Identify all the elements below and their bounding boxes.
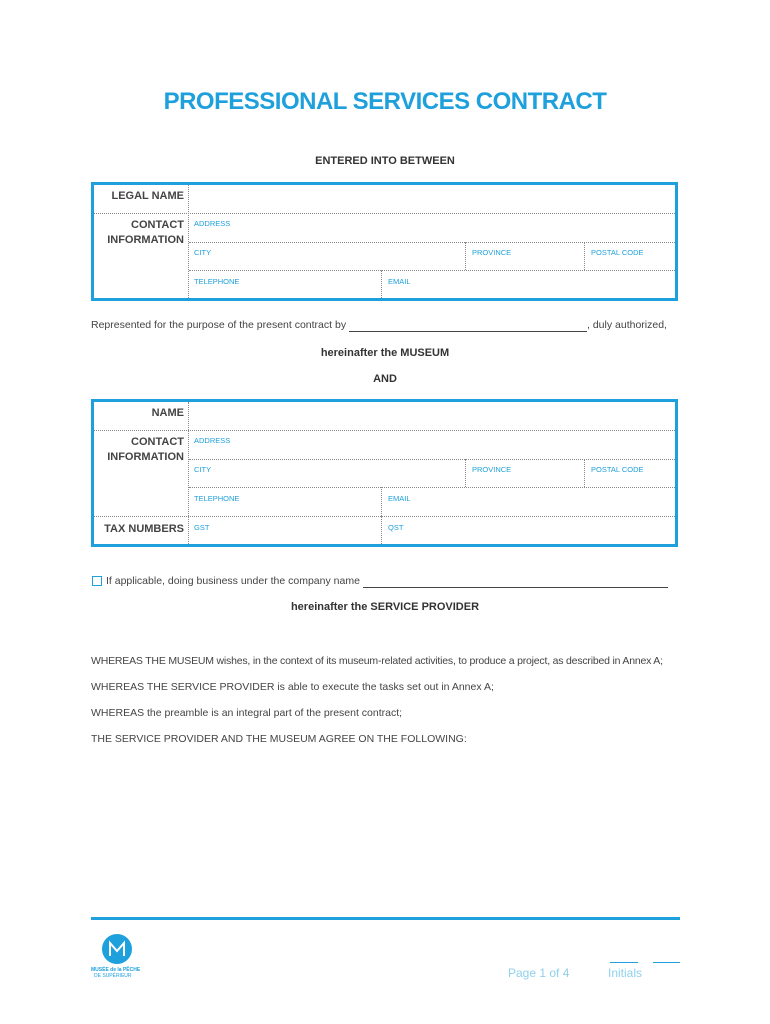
entered-into-heading: ENTERED INTO BETWEEN: [315, 155, 455, 167]
museum-m-logo-icon: [102, 934, 132, 964]
provider-info-box: [91, 399, 678, 547]
initials-label: Initials: [608, 966, 643, 980]
name-label: NAME: [151, 407, 184, 419]
qst-field[interactable]: QST: [388, 523, 404, 532]
whereas-paragraph-1: WHEREAS THE MUSEUM wishes, in the context of its museum-related activities, to produce a project, as described in Annex A;: [91, 655, 663, 667]
footer-divider: [91, 917, 680, 920]
city-field[interactable]: CITY: [194, 248, 212, 257]
province-field[interactable]: PROVINCE: [472, 248, 512, 257]
agreement-statement: THE SERVICE PROVIDER AND THE MUSEUM AGREE ON THE FOLLOWING:: [91, 733, 467, 745]
address-field[interactable]: ADDRESS: [194, 219, 231, 228]
postal-code-field[interactable]: POSTAL CODE: [591, 465, 644, 474]
representative-name-input[interactable]: [349, 319, 587, 332]
tax-numbers-label: TAX NUMBERS: [104, 523, 184, 535]
address-field[interactable]: ADDRESS: [194, 436, 231, 445]
initials-line-1[interactable]: [610, 962, 638, 963]
name-field[interactable]: [189, 402, 675, 430]
legal-name-label: LEGAL NAME: [111, 190, 184, 202]
email-field[interactable]: EMAIL: [388, 277, 411, 286]
logo-text-line2: DE SUPÉRIEUR: [94, 973, 132, 979]
hereinafter-museum: hereinafter the MUSEUM: [320, 347, 450, 359]
gst-field[interactable]: GST: [194, 523, 210, 532]
page-number: Page 1 of 4: [508, 966, 570, 980]
initials-line-2[interactable]: [653, 962, 680, 963]
contact-label: CONTACT INFORMATION: [107, 219, 184, 246]
telephone-field[interactable]: TELEPHONE: [194, 277, 240, 286]
company-name-line: If applicable, doing business under the company name: [106, 575, 680, 588]
page-title: PROFESSIONAL SERVICES CONTRACT: [163, 88, 607, 115]
museum-info-box: [91, 182, 678, 301]
contact-label: CONTACT INFORMATION: [107, 436, 184, 463]
whereas-paragraph-3: WHEREAS the preamble is an integral part of the present contract;: [91, 707, 403, 719]
city-field[interactable]: CITY: [194, 465, 212, 474]
telephone-field[interactable]: TELEPHONE: [194, 494, 240, 503]
company-name-input[interactable]: [363, 575, 668, 588]
province-field[interactable]: PROVINCE: [472, 465, 512, 474]
hereinafter-provider: hereinafter the SERVICE PROVIDER: [290, 601, 480, 613]
legal-name-field[interactable]: [189, 185, 675, 213]
email-field[interactable]: EMAIL: [388, 494, 411, 503]
and-separator: AND: [373, 373, 397, 385]
whereas-paragraph-2: WHEREAS THE SERVICE PROVIDER is able to execute the tasks set out in Annex A;: [91, 681, 494, 693]
logo-text-line1: MUSÉE de la PÊCHE: [91, 967, 141, 973]
represented-line: Represented for the purpose of the present contract by , duly authorized,: [91, 319, 667, 331]
company-name-checkbox[interactable]: [92, 576, 102, 586]
postal-code-field[interactable]: POSTAL CODE: [591, 248, 644, 257]
